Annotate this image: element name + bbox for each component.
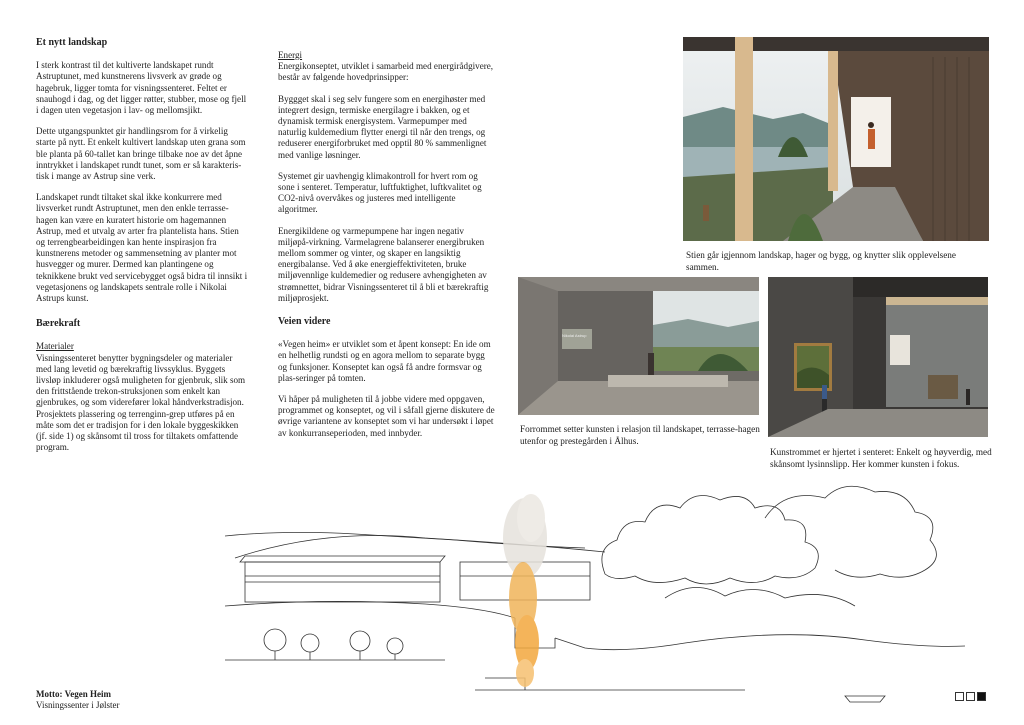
- paragraph: I sterk kontrast til det kultiverte landskapet rundt Astruptunet, med kunstnerens livsverk av grøde og hagebruk, ligger tomta for visningssenteret. Feltet er snauhogd i dag, og det ligger røtter, stubber, mose og fjell i dagen uten vegetasjon i lav- og mellomsjikt.: [36, 60, 247, 116]
- painting: [562, 329, 592, 349]
- photo-gallery: [768, 277, 988, 437]
- subheading-energy: Energi: [278, 50, 303, 60]
- page-indicator: [955, 692, 986, 701]
- section-heading-sustainability: Bærekraft: [36, 318, 81, 330]
- section-heading-landscape: Et nytt landskap: [36, 37, 108, 48]
- paragraph: Systemet gir uavhengig klimakontroll for hvert rom og sone i senteret. Temperatur, luftfuktighet, luftkvalitet og CO2-nivå overvåkes og justeres med intelligente algoritmer.: [278, 170, 482, 215]
- paragraph: Dette utgangspunktet gir handlingsrom for å virkelig starte på nytt. Et enkelt kultivert landskap uten grana som ble planta på 60-tallet kan bringe tilbake noe av det åpne inntrykket i landskapet rundt tunet, som er så karakteris-tisk i mange av Astrup sine verk.: [36, 126, 246, 182]
- motto-title: Motto: Vegen Heim: [36, 689, 111, 699]
- caption-gallery: Kunstrommet er hjertet i senteret: Enkelt og høyverdig, med skånsomt lysinnslipp. Her kommer kunsten i fokus.: [770, 447, 992, 469]
- subheading-materials: Materialer: [36, 341, 74, 352]
- paragraph: Visningssenteret benytter bygningsdeler og materialer med lang levetid og bærekraftig livssyklus. Byggets livsløp inkluderer også muligheten for gjenbruk, slik som den frittstående trekon-struksjonen som enkelt kan gjenbrukes, og som viderefører lokal håndverkstradisjon. Prosjektets plassering og terrenginn-grep utføres på en måte som det er tradisjon for i den lokale byggeskikken (jf. side 1) og skånsomt til tross for tiltakets omfattende program.: [36, 352, 246, 453]
- paragraph: Landskapet rundt tiltaket skal ikke konkurrere med livsverket rundt Astruptunet, men den enkle terrasse-hagen kan være en kuratert historie om hagemannen Astrup, med et utvalg av arter fra plantelista hans. Stien og terrengbearbeidingen kan hente inspirasjon fra kunstnerens metoder og sammensetning av planter mot husvegger og murer. Dermed kan plantingene og teknikkene brukt ved servicebygget også bidra til innsikt i vegetasjonens og landskapets sentrale rolle i Nikolai Astrups kunst.: [36, 192, 248, 304]
- paragraph: Byggget skal i seg selv fungere som en energihøster med integrert design, termiske energilagre i bakken, og et dynamisk termisk energisystem. Varmepumper med naturlig kuldemedium flytter energi til når den trengs, og reduserer energiforbruket med opptil 80 % sammenlignet med vanlige løsninger.: [278, 93, 487, 160]
- photo-foyer: [518, 277, 759, 415]
- middle-text-column: [278, 50, 496, 449]
- page-marker-2: [966, 692, 975, 701]
- paragraph: Vi håper på muligheten til å jobbe videre med oppgaven, programmet og konseptet, og vil i såfall gjerne diskutere de øvrige variantene av konseptet som vi har undersøkt i løpet av konkurranseperioden, med innbyder.: [278, 394, 495, 438]
- caption-path: Stien går igjennom landskap, hager og bygg, og knytter slik opplevelsene sammen.: [686, 250, 956, 272]
- sign-text: Nikolai Astrup: [562, 333, 587, 338]
- paragraph: Energikonseptet, utviklet i samarbeid med energirådgivere, består av følgende hovedprinsipper:: [278, 61, 494, 83]
- motto-subtitle: Visningssenter i Jølster: [36, 700, 120, 710]
- paragraph: Energikildene og varmepumpene har ingen negativ miljøpå-virkning. Varmelagrene balanserer energibruken mellom sommer og vinter, og skaper en langsiktig energibalanse. Ved å øke energieffektiviteten, bruke miljøvennlige kuldemedier og redusere avhengigheten av strømnettet, bidrar Visningssenteret til å bli et bærekraftig miljøprosjekt.: [278, 225, 489, 303]
- paragraph: «Vegen heim» er utviklet som et åpent konsept: En ide om en helhetlig rundsti og en agora mellom to separate bygg og funksjoner. Konseptet kan også få andre formsvar og plas-seringer på tomten.: [278, 339, 491, 383]
- section-drawing: [225, 478, 965, 703]
- left-text-column: [36, 37, 249, 464]
- page-marker-3-current: [977, 692, 986, 701]
- caption-foyer: Forrommet setter kunsten i relasjon til landskapet, terrasse-hagen utenfor og prestegården i Ålhus.: [520, 424, 760, 446]
- footer-motto: [36, 689, 119, 711]
- photo-covered-path: [683, 37, 989, 241]
- page-marker-1: [955, 692, 964, 701]
- section-heading-next-steps: Veien videre: [278, 316, 331, 328]
